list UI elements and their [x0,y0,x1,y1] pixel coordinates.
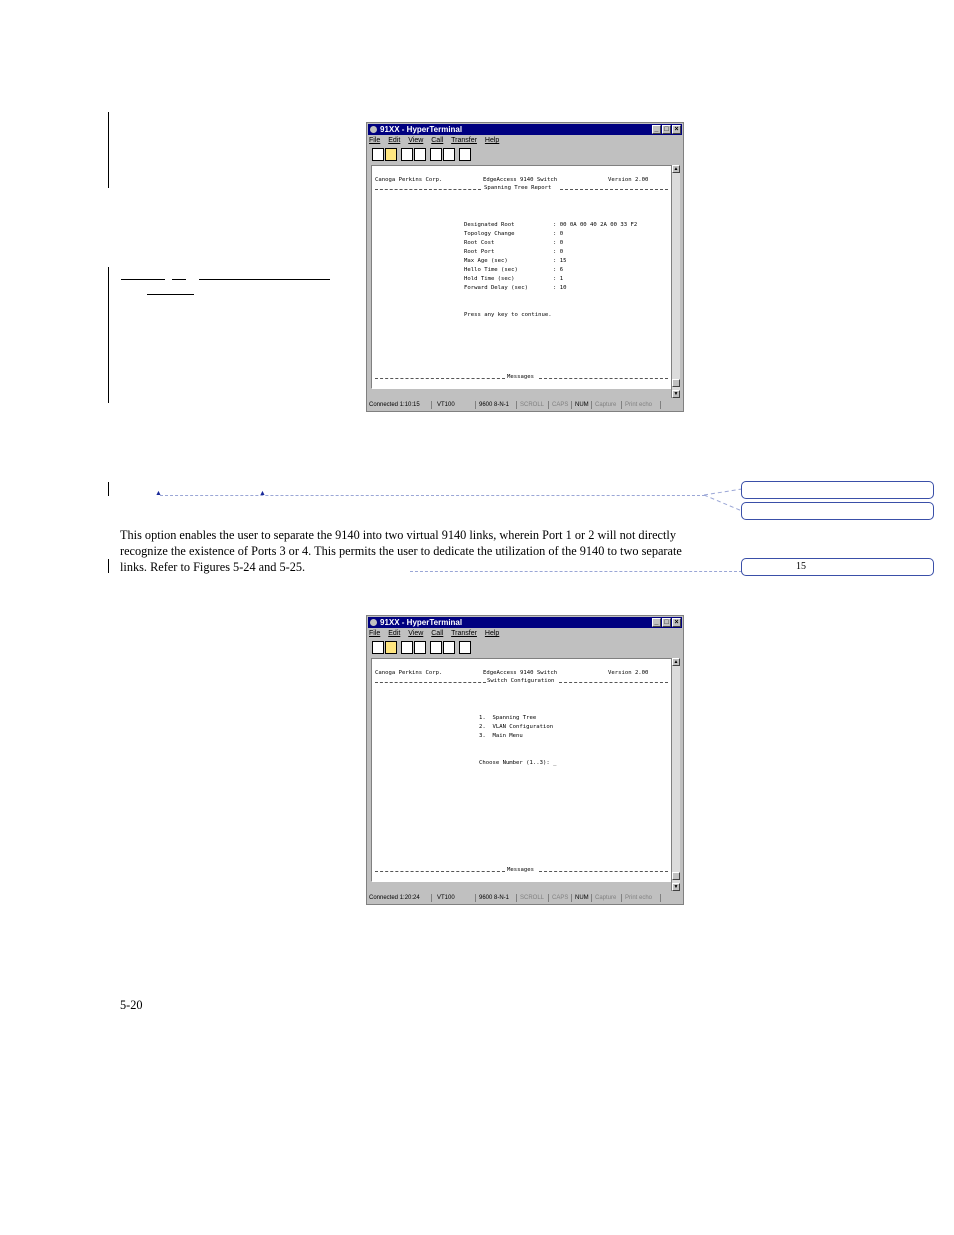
menu-option[interactable]: 1. Spanning Tree [479,715,537,721]
underline-mark [172,279,186,280]
status-printecho: Print echo [625,402,653,408]
menu-edit[interactable]: Edit [388,137,401,144]
status-settings: 9600 8-N-1 [479,402,510,408]
header-product: EdgeAccess 9140 Switch [483,177,558,183]
divider [560,189,668,190]
row-label: Max Age (sec) [464,258,508,264]
menu-edit[interactable]: Edit [388,630,401,637]
header-version: Version 2.00 [608,177,649,183]
receive-icon[interactable] [443,641,455,654]
status-emulation: VT100 [437,895,455,901]
scroll-thumb[interactable] [672,872,680,880]
row-value: : 0 [553,249,564,255]
scroll-up-icon[interactable]: ▲ [673,659,679,665]
header-version: Version 2.00 [608,670,649,676]
status-scroll: SCROLL [520,402,545,408]
send-icon[interactable] [430,641,442,654]
new-file-icon[interactable] [372,641,384,654]
window-title: 91XX - HyperTerminal [380,618,463,627]
comment-anchor-icon: ▲ [155,489,162,497]
menu-help[interactable]: Help [484,137,500,144]
comment-leader [160,495,705,496]
menu-option[interactable]: 3. Main Menu [479,733,523,739]
status-caps: CAPS [552,895,569,901]
app-icon [370,619,377,626]
open-folder-icon[interactable] [385,148,397,161]
status-connected: Connected 1:20:24 [369,895,420,901]
menu-option[interactable]: 2. VLAN Configuration [479,724,554,730]
close-button[interactable]: × [672,618,681,627]
send-icon[interactable] [430,148,442,161]
underline-mark [147,294,194,295]
menu-transfer[interactable]: Transfer [451,137,477,144]
continue-prompt: Press any key to continue. [464,312,552,318]
row-value: : 6 [553,267,564,273]
menu-file[interactable]: File [369,630,381,637]
scroll-down-icon[interactable]: ▼ [673,391,679,397]
divider [375,378,505,379]
row-label: Root Port [464,249,495,255]
status-bar [368,893,682,903]
comment-balloon[interactable] [741,502,934,520]
close-button[interactable]: × [672,125,681,134]
row-label: Hold Time (sec) [464,276,515,282]
divider [539,378,668,379]
menu-help[interactable]: Help [484,630,500,637]
status-caps: CAPS [552,402,569,408]
new-file-icon[interactable] [372,148,384,161]
vertical-scrollbar[interactable] [671,165,680,398]
messages-label: Messages [507,867,534,873]
status-printecho: Print echo [625,895,653,901]
hyperterminal-window-switch-config [366,615,684,905]
row-value: : 10 [553,285,567,291]
page-number: 5-20 [120,998,143,1012]
hyperterminal-window-spanning-tree [366,122,684,412]
comment-leader-lines [700,486,744,522]
comment-anchor-icon: ▲ [259,489,266,497]
scroll-down-icon[interactable]: ▼ [673,884,679,890]
status-num: NUM [575,402,589,408]
terminal-area[interactable] [371,658,673,882]
status-connected: Connected 1:10:15 [369,402,420,408]
row-label: Forward Delay (sec) [464,285,528,291]
row-value: : 1 [553,276,564,282]
messages-label: Messages [507,374,534,380]
window-title: 91XX - HyperTerminal [380,125,463,134]
status-scroll: SCROLL [520,895,545,901]
connect-phone-icon[interactable] [401,641,413,654]
body-paragraph: This option enables the user to separate the 9140 into two virtual 9140 links, wherein Port 1 or 2 will not directly recognize the existence of Ports 3 or 4. This permits the user to dedicate the utilization of the 9140 to two separate links. Refer to Figures 5-24 and 5-25. [120,528,682,574]
divider [539,871,668,872]
vertical-scrollbar[interactable] [671,658,680,891]
maximize-button[interactable]: □ [662,125,671,134]
change-bar [108,267,109,403]
change-bar [108,112,109,188]
header-product: EdgeAccess 9140 Switch [483,670,558,676]
title-bar [368,124,682,135]
receive-icon[interactable] [443,148,455,161]
menu-view[interactable]: View [408,630,424,637]
underline-mark [199,279,330,280]
change-bar [108,482,109,496]
comment-balloon[interactable] [741,481,934,499]
minimize-button[interactable]: _ [652,618,661,627]
row-label: Designated Root [464,222,515,228]
comment-balloon[interactable] [741,558,934,576]
section-title: Spanning Tree Report [484,185,552,191]
status-num: NUM [575,895,589,901]
menu-bar [369,629,505,639]
underline-mark [121,279,165,280]
app-icon [370,126,377,133]
menu-file[interactable]: File [369,137,381,144]
properties-icon[interactable] [459,148,471,161]
menu-transfer[interactable]: Transfer [451,630,477,637]
maximize-button[interactable]: □ [662,618,671,627]
comment-text: 15 [796,561,806,572]
scroll-thumb[interactable] [672,379,680,387]
status-capture: Capture [595,895,617,901]
open-folder-icon[interactable] [385,641,397,654]
terminal-area[interactable] [371,165,673,389]
divider [375,871,505,872]
choose-prompt[interactable]: Choose Number (1..3): _ [479,760,557,766]
scroll-up-icon[interactable]: ▲ [673,166,679,172]
disconnect-phone-icon[interactable] [414,641,426,654]
divider [559,682,668,683]
row-value: : 0 [553,240,564,246]
title-bar [368,617,682,628]
menu-call[interactable]: Call [431,630,444,637]
disconnect-phone-icon[interactable] [414,148,426,161]
status-capture: Capture [595,402,617,408]
header-company: Canoga Perkins Corp. [375,177,443,183]
header-company: Canoga Perkins Corp. [375,670,443,676]
properties-icon[interactable] [459,641,471,654]
row-label: Topology Change [464,231,515,237]
row-value: : 15 [553,258,567,264]
menu-call[interactable]: Call [431,137,444,144]
divider [375,189,481,190]
status-settings: 9600 8-N-1 [479,895,510,901]
section-title: Switch Configuration [487,678,555,684]
status-emulation: VT100 [437,402,455,408]
row-value: : 00 0A 00 40 2A 00 33 F2 [553,222,638,228]
menu-view[interactable]: View [408,137,424,144]
row-label: Hello Time (sec) [464,267,518,273]
divider [375,682,486,683]
row-label: Root Cost [464,240,495,246]
change-bar [108,559,109,573]
row-value: : 0 [553,231,564,237]
connect-phone-icon[interactable] [401,148,413,161]
minimize-button[interactable]: _ [652,125,661,134]
menu-bar [369,136,505,146]
status-bar [368,400,682,410]
